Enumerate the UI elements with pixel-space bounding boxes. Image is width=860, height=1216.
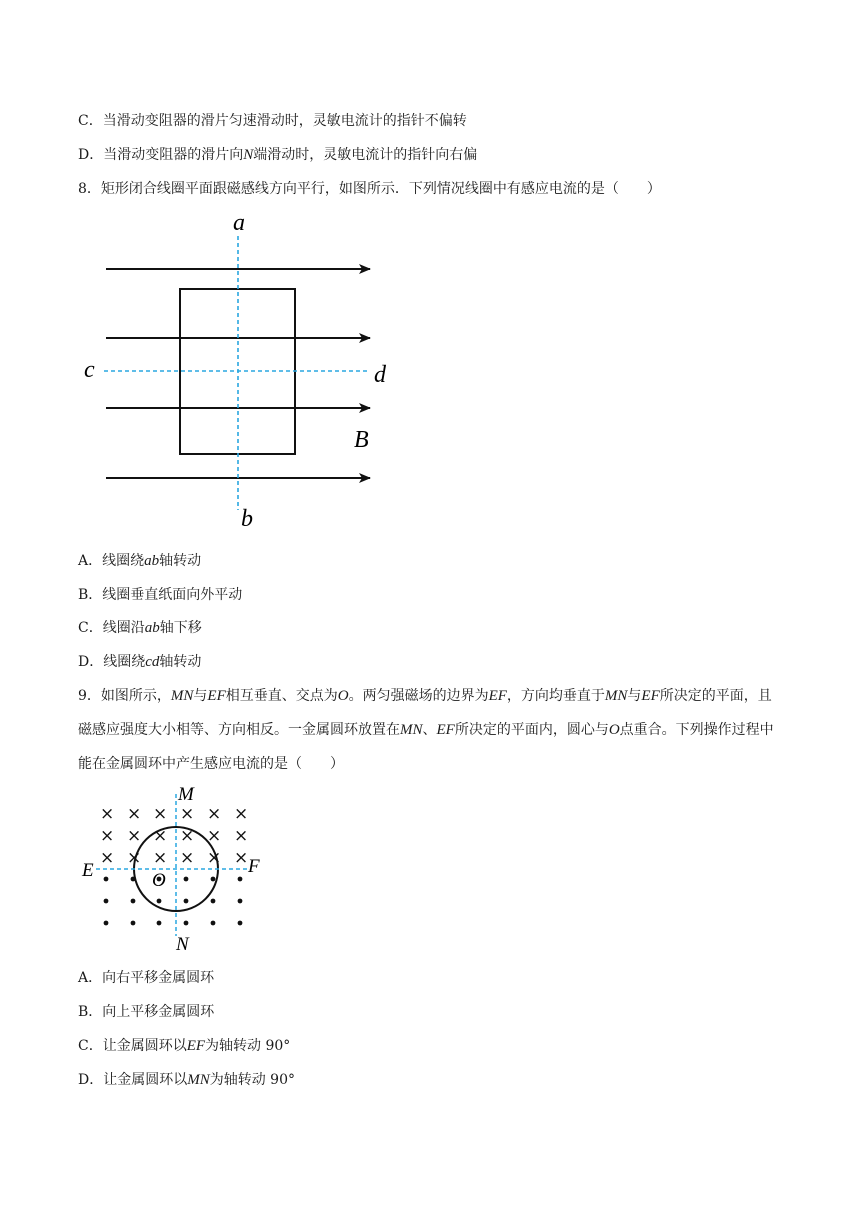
field-into-page-mark: ×	[100, 804, 115, 824]
q8-option-b-pre: B．线圈垂直纸面向外平动	[78, 587, 243, 603]
field-into-page-mark: ×	[207, 826, 222, 846]
field-out-of-page-mark	[104, 899, 109, 904]
q7-option-d-post: 端滑动时，灵敏电流计的指针向右偏	[253, 147, 478, 163]
field-into-page-mark: ×	[234, 848, 249, 868]
q8-option-d-var: cd	[145, 654, 160, 670]
q8-option-c-post: 轴下移	[159, 620, 202, 636]
q9-option-a-pre: A．向右平移金属圆环	[78, 970, 215, 986]
q8-option-a-post: 轴转动	[159, 553, 202, 569]
q8-option-c	[78, 618, 202, 638]
field-out-of-page-mark	[238, 899, 243, 904]
q9-stem-part: 与	[627, 688, 642, 704]
label-E: E	[82, 860, 94, 881]
field-out-of-page-mark	[184, 877, 189, 882]
q8-option-d	[78, 652, 201, 672]
label-F: F	[248, 856, 260, 877]
field-out-of-page-mark	[157, 921, 162, 926]
field-into-page-mark: ×	[234, 826, 249, 846]
q9-stem-part: 。两匀强磁场的边界为	[348, 688, 489, 704]
q9-stem-part: 相互垂直、交点为	[225, 688, 338, 704]
q9-figure	[76, 780, 276, 956]
field-into-page-mark: ×	[153, 848, 168, 868]
q9-stem-part: 所决定的平面内，圆心与	[454, 722, 609, 738]
q8-option-a-pre: A．线圈绕	[78, 553, 145, 569]
label-a: a	[233, 210, 245, 236]
field-marks	[100, 804, 248, 925]
q9-stem-var: O	[608, 722, 620, 738]
q9-stem-part: 9．如图所示，	[78, 688, 171, 704]
q9-stem	[78, 679, 778, 781]
q9-option-c-var: EF	[186, 1038, 206, 1054]
field-out-of-page-mark	[131, 899, 136, 904]
field-out-of-page-mark	[104, 921, 109, 926]
q7-option-d-pre: D．当滑动变阻器的滑片向	[78, 147, 244, 163]
q8-option-a-var: ab	[144, 553, 160, 569]
field-into-page-mark: ×	[234, 804, 249, 824]
q9-stem-part: 与	[193, 688, 208, 704]
q9-stem-var: EF	[641, 688, 660, 704]
q8-option-d-post: 轴转动	[159, 654, 202, 670]
q9-option-d	[78, 1070, 295, 1090]
field-into-page-mark: ×	[207, 848, 222, 868]
q9-stem-var: MN	[400, 722, 423, 738]
q8-option-c-var: ab	[144, 620, 160, 636]
field-into-page-mark: ×	[180, 826, 195, 846]
q9-option-c	[78, 1036, 290, 1056]
field-into-page-mark: ×	[100, 826, 115, 846]
q9-stem-part: ，方向均垂直于	[506, 688, 605, 704]
label-N: N	[176, 934, 189, 955]
label-d: d	[374, 362, 386, 388]
field-into-page-mark: ×	[207, 804, 222, 824]
q9-option-d-var: MN	[187, 1072, 210, 1088]
field-out-of-page-mark	[131, 921, 136, 926]
field-into-page-mark: ×	[127, 848, 142, 868]
q7-option-d	[78, 145, 477, 165]
field-out-of-page-mark	[157, 899, 162, 904]
q9-option-a	[78, 968, 214, 988]
field-out-of-page-mark	[238, 921, 243, 926]
q9-option-d-post: 为轴转动 90°	[209, 1072, 295, 1088]
q9-option-c-pre: C．让金属圆环以	[78, 1038, 187, 1054]
field-out-of-page-mark	[184, 921, 189, 926]
field-out-of-page-mark	[211, 899, 216, 904]
q8-option-a	[78, 551, 201, 571]
q9-stem-var: EF	[488, 688, 507, 704]
q7-option-c: C．当滑动变阻器的滑片匀速滑动时，灵敏电流计的指针不偏转	[78, 113, 467, 129]
q9-stem-var: EF	[436, 722, 455, 738]
label-B: B	[354, 427, 369, 453]
q9-stem-var: MN	[604, 688, 628, 704]
q9-stem-var: MN	[170, 688, 194, 704]
q9-option-b-pre: B．向上平移金属圆环	[78, 1004, 215, 1020]
q8-stem: 8．矩形闭合线圈平面跟磁感线方向平行，如图所示．下列情况线圈中有感应电流的是（ ）	[78, 181, 661, 197]
q9-stem-part: 、	[422, 722, 437, 738]
field-into-page-mark: ×	[127, 804, 142, 824]
field-out-of-page-mark	[184, 899, 189, 904]
q9-stem-var: EF	[207, 688, 226, 704]
q9-option-b	[78, 1002, 214, 1022]
field-out-of-page-mark	[238, 877, 243, 882]
q8-option-c-pre: C．线圈沿	[78, 620, 145, 636]
label-O: O	[152, 870, 166, 891]
field-out-of-page-mark	[211, 877, 216, 882]
q8-figure	[76, 202, 406, 534]
label-M: M	[178, 784, 194, 805]
q8-option-b	[78, 585, 242, 605]
q7-option-d-var: N	[243, 147, 254, 163]
field-into-page-mark: ×	[153, 826, 168, 846]
q9-option-d-pre: D．让金属圆环以	[78, 1072, 188, 1088]
field-into-page-mark: ×	[127, 826, 142, 846]
field-into-page-mark: ×	[153, 804, 168, 824]
q9-stem-part: 点重合。下列操作过程中能在金属圆环中产生感应电流的是（ ）	[78, 722, 774, 772]
q9-stem-part: 所决定的平面，且磁感应强度大小相等、方向相反。一金属圆环放置在	[78, 688, 772, 738]
label-b: b	[241, 506, 253, 532]
field-out-of-page-mark	[104, 877, 109, 882]
field-into-page-mark: ×	[100, 848, 115, 868]
field-out-of-page-mark	[211, 921, 216, 926]
q9-option-c-post: 为轴转动 90°	[205, 1038, 291, 1054]
field-into-page-mark: ×	[180, 804, 195, 824]
field-into-page-mark: ×	[180, 848, 195, 868]
q9-stem-var: O	[337, 688, 349, 704]
q8-option-d-pre: D．线圈绕	[78, 654, 146, 670]
label-c: c	[84, 357, 95, 383]
